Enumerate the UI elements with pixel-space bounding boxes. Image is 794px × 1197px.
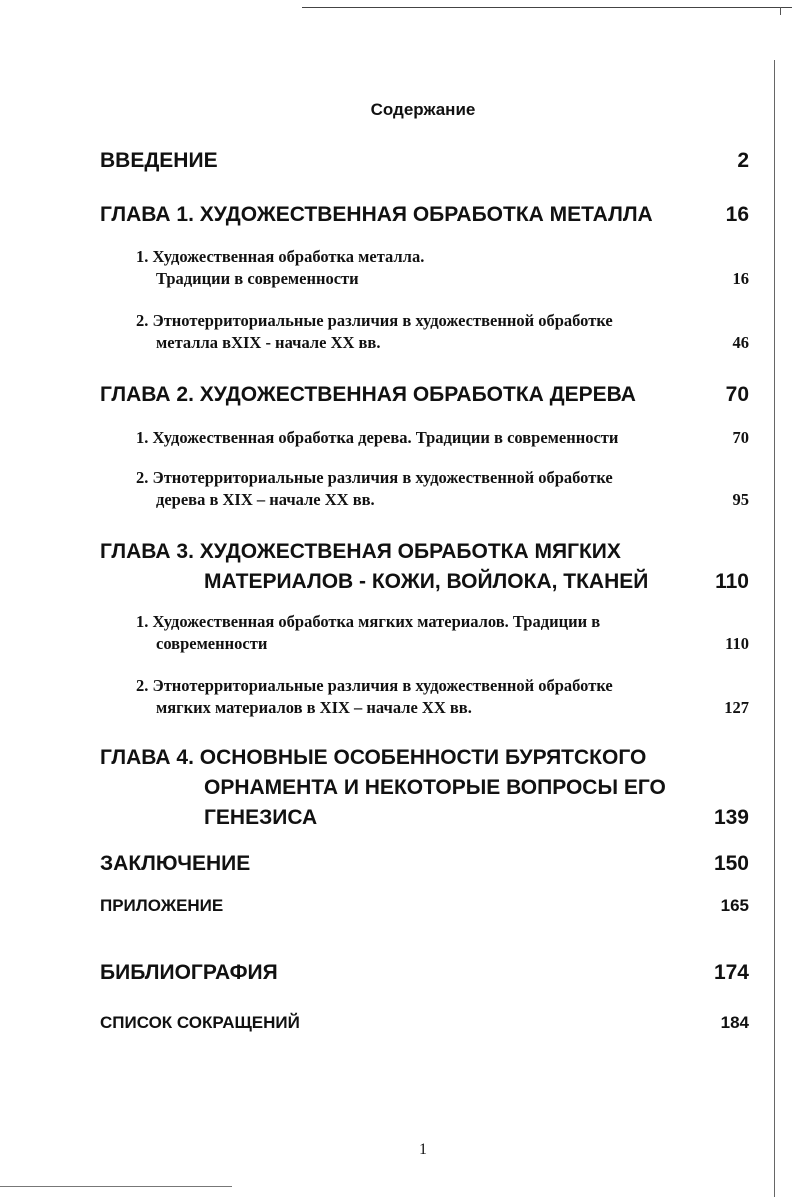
entry-page: 110 (725, 634, 749, 653)
entry-label: ВВЕДЕНИЕ (100, 149, 218, 172)
entry-label-line2: мягких материалов в XIX – начале XX вв. (156, 698, 472, 717)
entry-label: ЗАКЛЮЧЕНИЕ (100, 852, 251, 875)
entry-page: 184 (720, 1013, 749, 1032)
entry-page: 16 (732, 269, 749, 288)
entry-label-line2: ОРНАМЕНТА И НЕКОТОРЫЕ ВОПРОСЫ ЕГО (204, 776, 666, 799)
entry-label-line1: 2. Этнотерриториальные различия в художественной обработке (136, 676, 613, 695)
entry-page: 46 (732, 333, 749, 352)
toc-entry-1-1[interactable] (100, 246, 749, 290)
entry-page: 2 (737, 149, 749, 172)
entry-label-line1: ГЛАВА 4. ОСНОВНЫЕ ОСОБЕННОСТИ БУРЯТСКОГО (100, 746, 647, 769)
entry-label-line1: ГЛАВА 3. ХУДОЖЕСТВЕНАЯ ОБРАБОТКА МЯГКИХ (100, 540, 621, 563)
entry-label: ГЛАВА 1. ХУДОЖЕСТВЕННАЯ ОБРАБОТКА МЕТАЛЛА (100, 203, 653, 226)
entry-label-line1: 1. Художественная обработка мягких материалов. Традиции в (136, 612, 601, 631)
entry-label-line2: МАТЕРИАЛОВ - КОЖИ, ВОЙЛОКА, ТКАНЕЙ (204, 570, 649, 593)
entry-page: 110 (715, 570, 749, 593)
entry-label-line1: 1. Художественная обработка металла. (136, 247, 425, 266)
entry-label-line2: металла вXIX - начале XX вв. (156, 333, 381, 352)
entry-page: 70 (732, 428, 749, 447)
entry-label-line2: современности (156, 634, 268, 653)
entry-page: 95 (732, 490, 749, 509)
toc-entry-appendix[interactable] (100, 894, 749, 918)
entry-label-line2: дерева в XIX – начале XX вв. (156, 490, 375, 509)
scan-edge-top (302, 7, 792, 8)
entry-page: 174 (713, 961, 749, 984)
toc-entry-abbreviations[interactable] (100, 1011, 749, 1035)
page-number: 1 (419, 1141, 427, 1158)
entry-page: 16 (725, 203, 749, 226)
entry-label-line3: ГЕНЕЗИСА (204, 806, 318, 829)
toc-entry-3-1[interactable] (100, 611, 749, 655)
toc-entry-3-2[interactable] (100, 675, 749, 719)
entry-label: БИБЛИОГРАФИЯ (100, 961, 278, 984)
entry-page: 139 (713, 806, 749, 829)
toc-entry-chapter-2[interactable] (100, 380, 749, 410)
toc-entry-bibliography[interactable] (100, 958, 749, 988)
toc-entry-chapter-3[interactable] (100, 537, 749, 597)
entry-page: 127 (724, 698, 749, 717)
entry-label: СПИСОК СОКРАЩЕНИЙ (100, 1013, 300, 1032)
entry-label: ГЛАВА 2. ХУДОЖЕСТВЕННАЯ ОБРАБОТКА ДЕРЕВА (100, 383, 636, 406)
entry-page: 70 (725, 383, 749, 406)
toc-entry-introduction[interactable] (100, 146, 749, 176)
entry-label: ПРИЛОЖЕНИЕ (100, 896, 224, 915)
toc-entry-chapter-4[interactable] (100, 743, 749, 833)
toc-entry-chapter-1[interactable] (100, 200, 749, 230)
scan-edge-right (774, 60, 775, 1197)
toc-title: Содержание (370, 100, 476, 119)
toc-entry-1-2[interactable] (100, 310, 749, 354)
toc-entry-2-2[interactable] (100, 467, 749, 511)
scan-edge-bottom (0, 1186, 232, 1187)
entry-label-line1: 2. Этнотерриториальные различия в художественной обработке (136, 468, 613, 487)
entry-label-line1: 1. Художественная обработка дерева. Традиции в современности (136, 428, 619, 447)
entry-page: 165 (720, 896, 749, 915)
scan-edge-tick (780, 7, 781, 15)
entry-page: 150 (713, 852, 749, 875)
entry-label-line2: Традиции в современности (156, 269, 359, 288)
entry-label-line1: 2. Этнотерриториальные различия в художественной обработке (136, 311, 613, 330)
toc-entry-2-1[interactable] (100, 427, 749, 449)
toc-entry-conclusion[interactable] (100, 849, 749, 879)
